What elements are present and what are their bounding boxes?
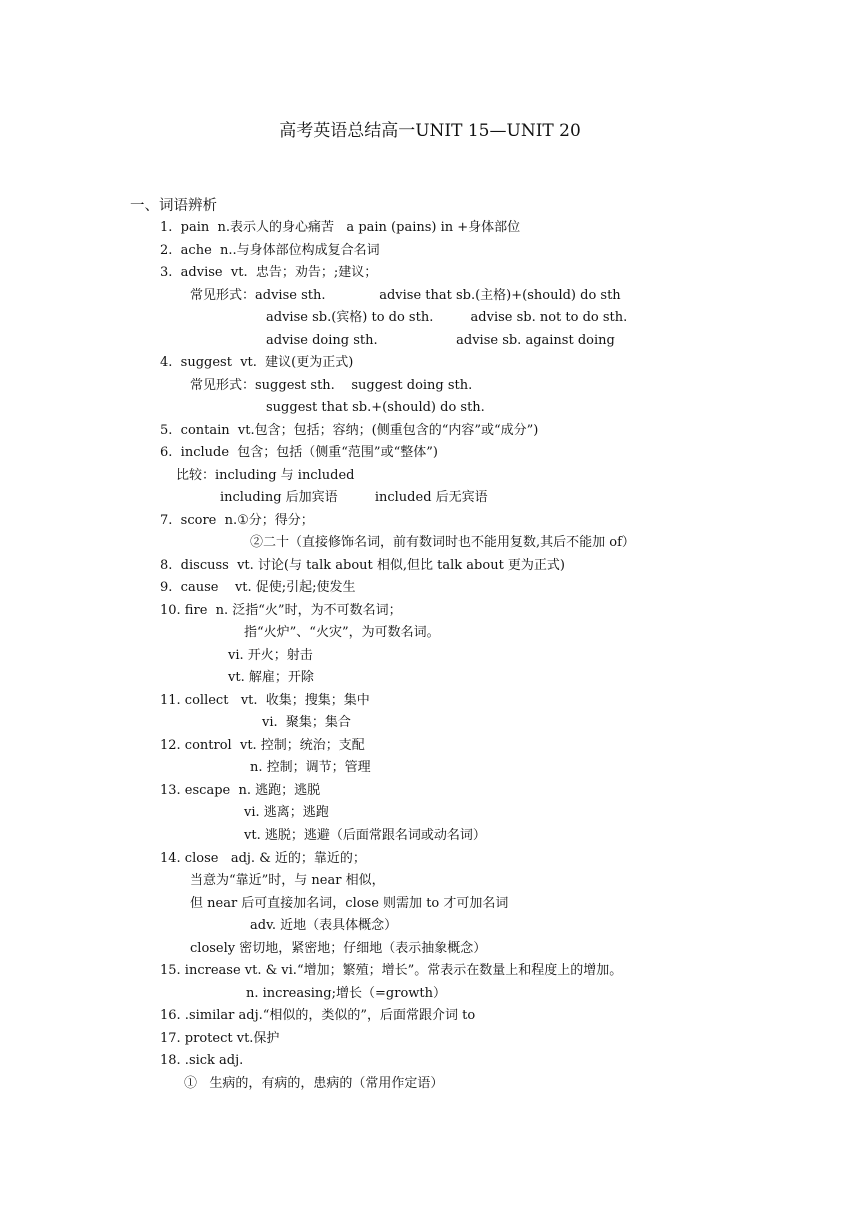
entry-line: 2. ache n..与身体部位构成复合名词 (160, 243, 380, 258)
entry-line: adv. 近地（表具体概念） (250, 918, 398, 933)
entry-line: 3. advise vt. 忠告；劝告；;建议； (160, 265, 378, 280)
section-heading: 一、词语辨析 (130, 198, 217, 214)
entry-line: closely 密切地，紧密地；仔细地（表示抽象概念） (190, 941, 487, 956)
entry-line: 9. cause vt. 促使;引起;使发生 (160, 580, 356, 595)
entry-line: including 后加宾语 included 后无宾语 (220, 490, 488, 505)
entry-line: n. 控制；调节；管理 (250, 760, 371, 775)
entry-line: 常见形式：advise sth. advise that sb.(主格)+(should) do sth (190, 288, 621, 303)
document-title: 高考英语总结高一UNIT 15—UNIT 20 (279, 121, 581, 141)
entry-line: vi. 逃离；逃跑 (244, 805, 329, 820)
entry-line: vt. 逃脱；逃避（后面常跟名词或动名词） (244, 828, 486, 843)
entry-line: vt. 解雇；开除 (228, 670, 314, 685)
entry-line: 当意为“靠近”时，与 near 相似， (190, 873, 385, 888)
entry-line: 15. increase vt. & vi.“增加；繁殖；增长”。常表示在数量上和程度上的增加。 (160, 963, 623, 978)
entry-line: 8. discuss vt. 讨论(与 talk about 相似,但比 talk about 更为正式) (160, 558, 565, 573)
entry-line: 13. escape n. 逃跑；逃脱 (160, 783, 321, 798)
entry-line: n. increasing;增长（=growth） (246, 986, 446, 1001)
entry-line: 1. pain n.表示人的身心痛苦 a pain (pains) in +身体部位 (160, 220, 521, 235)
entry-line: 11. collect vt. 收集；搜集；集中 (160, 693, 370, 708)
entry-line: 7. score n.①分；得分； (160, 513, 314, 528)
entry-line: 17. protect vt.保护 (160, 1031, 280, 1046)
entry-line: 4. suggest vt. 建议(更为正式) (160, 355, 354, 370)
entry-line: 6. include 包含；包括（侧重“范围”或“整体”) (160, 445, 438, 460)
entry-line: 14. close adj. & 近的；靠近的； (160, 851, 366, 866)
entry-line: 常见形式：suggest sth. suggest doing sth. (190, 378, 473, 393)
entry-line: vi. 聚集；集合 (262, 715, 351, 730)
entry-line: suggest that sb.+(should) do sth. (266, 400, 485, 415)
entry-line: vi. 开火；射击 (228, 648, 313, 663)
entry-line: 12. control vt. 控制；统治；支配 (160, 738, 365, 753)
entry-line: ① 生病的，有病的，患病的（常用作定语） (184, 1076, 444, 1091)
entry-line: 比较：including 与 included (176, 468, 355, 483)
entry-line: 但 near 后可直接加名词，close 则需加 to 才可加名词 (190, 896, 509, 911)
entry-line: 18. .sick adj. (160, 1053, 244, 1068)
entry-line: 5. contain vt.包含；包括；容纳；(侧重包含的“内容”或“成分”) (160, 423, 539, 438)
entry-line: 16. .similar adj.“相似的，类似的”，后面常跟介词 to (160, 1008, 476, 1023)
entry-line: advise sb.(宾格) to do sth. advise sb. not to do sth. (266, 310, 628, 325)
entry-line: advise doing sth. advise sb. against doing (266, 333, 615, 348)
entry-line: 10. fire n. 泛指“火”时，为不可数名词； (160, 603, 402, 618)
entry-line: ②二十（直接修饰名词，前有数词时也不能用复数,其后不能加 of） (250, 535, 635, 550)
entry-line: 指“火炉”、“火灾”，为可数名词。 (244, 625, 440, 640)
